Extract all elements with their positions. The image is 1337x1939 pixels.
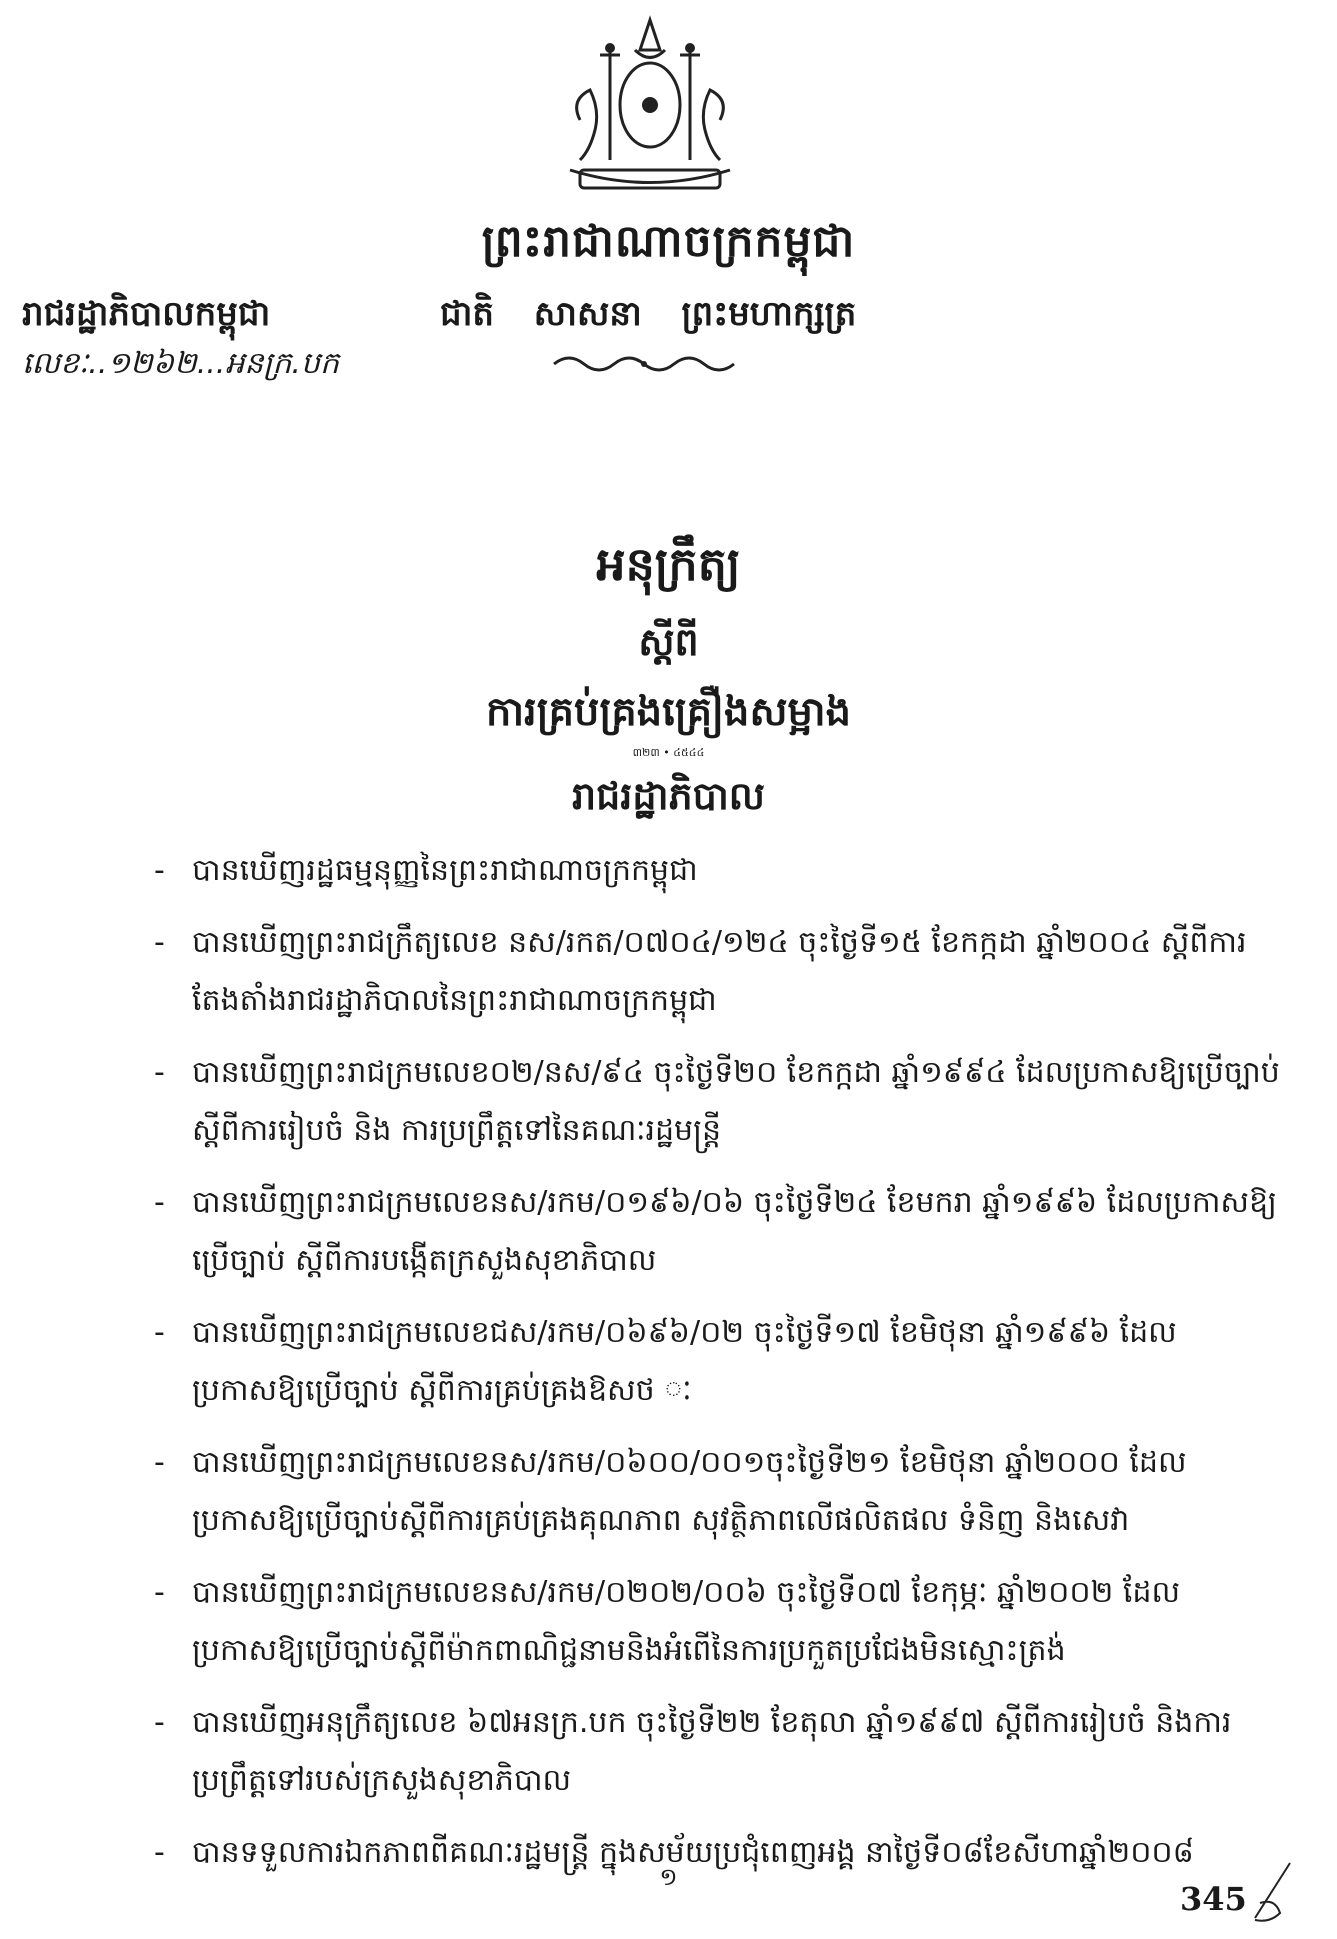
list-item-text: បានឃើញព្រះរាជក្រមលេខនស/រកម/០២០២/០០៦ ចុះថ្ងៃទី០៧ ខែកុម្ភៈ ឆ្នាំ២០០២ ដែលប្រកាសឱ្យប្រើច្បាប់ស្តីពីម៉ាកពាណិជ្ជនាមនិងអំពើនៃការប្រកួតប្រជែងមិនស្មោះត្រង់	[192, 1575, 1181, 1668]
list-item: - បានឃើញព្រះរាជក្រឹត្យលេខ នស/រកត/០៧០៤/១២៤ ចុះថ្ងៃទី១៥ ខែកក្កដា ឆ្នាំ២០០៤ ស្តីពីការតែងតាំងរាជរដ្ឋាភិបាលនៃព្រះរាជាណាចក្រកម្ពុជា	[154, 925, 1247, 1018]
list-item: - បានឃើញអនុក្រឹត្យលេខ ៦៧អនក្រ.បក ចុះថ្ងៃទី២២ ខែតុលា ឆ្នាំ១៩៩៧ ស្តីពីការរៀបចំ និងការប្រព្រឹត្តទៅរបស់ក្រសួងសុខាភិបាល	[154, 1705, 1232, 1798]
list-item-text: បានឃើញព្រះរាជក្រឹត្យលេខ នស/រកត/០៧០៤/១២៤ ចុះថ្ងៃទី១៥ ខែកក្កដា ឆ្នាំ២០០៤ ស្តីពីការតែងតាំងរាជរដ្ឋាភិបាលនៃព្រះរាជាណាចក្រកម្ពុជា	[192, 925, 1247, 1018]
list-item: - បានទទួលការឯកភាពពីគណៈរដ្ឋមន្ត្រី ក្នុងសម័យប្រជុំពេញអង្គ នាថ្ងៃទី០៨ខែសីហាឆ្នាំ២០០៨	[154, 1835, 1194, 1870]
list-item-text: បានឃើញអនុក្រឹត្យលេខ ៦៧អនក្រ.បក ចុះថ្ងៃទី២២ ខែតុលា ឆ្នាំ១៩៩៧ ស្តីពីការរៀបចំ និងការប្រព្រឹត្តទៅរបស់ក្រសួងសុខាភិបាល	[192, 1705, 1232, 1798]
list-item: - បានឃើញរដ្ឋធម្មនុញ្ញនៃព្រះរាជាណាចក្រកម្ពុជា	[154, 853, 698, 888]
list-item: - បានឃើញព្រះរាជក្រមលេខ០២/នស/៩៤ ចុះថ្ងៃទី២០ ខែកក្កដា ឆ្នាំ១៩៩៤ ដែលប្រកាសឱ្យប្រើច្បាប់ ស្តីពីការរៀបចំ និង ការប្រព្រឹត្តទៅនៃគណៈរដ្ឋមន្ត្រី	[154, 1055, 1280, 1148]
list-item: - បានឃើញព្រះរាជក្រមលេខជស/រកម/០៦៩៦/០២ ចុះថ្ងៃទី១៧ ខែមិថុនា ឆ្នាំ១៩៩៦ ដែលប្រកាសឱ្យប្រើច្បាប់ ស្តីពីការគ្រប់គ្រងឱសថ ៈ	[154, 1315, 1177, 1408]
national-motto: ជាតិ សាសនា ព្រះមហាក្សត្រ	[440, 294, 857, 334]
list-item-text: បានឃើញព្រះរាជក្រមលេខ០២/នស/៩៤ ចុះថ្ងៃទី២០ ខែកក្កដា ឆ្នាំ១៩៩៤ ដែលប្រកាសឱ្យប្រើច្បាប់ ស្តីពីការរៀបចំ និង ការប្រព្រឹត្តទៅនៃគណៈរដ្ឋមន្ត្រី	[192, 1055, 1280, 1148]
handwritten-mark	[1240, 1858, 1300, 1928]
kingdom-title: ព្រះរាជាណាចក្រកម្ពុជា	[481, 216, 856, 267]
issuing-body: រាជរដ្ឋាភិបាល	[572, 774, 765, 818]
list-item: - បានឃើញព្រះរាជក្រមលេខនស/រកម/០៦០០/០០១ចុះថ្ងៃទី២១ ខែមិថុនា ឆ្នាំ២០០០ ដែលប្រកាសឱ្យប្រើច្បាប់ស្តីពីការគ្រប់គ្រងគុណភាព សុវត្ថិភាពលើផលិតផល ទំនិញ និងសេវា	[154, 1445, 1187, 1538]
royal-emblem	[540, 10, 760, 210]
list-item-text: បានឃើញព្រះរាជក្រមលេខនស/រកម/០៦០០/០០១ចុះថ្ងៃទី២១ ខែមិថុនា ឆ្នាំ២០០០ ដែលប្រកាសឱ្យប្រើច្បាប់ស្តីពីការគ្រប់គ្រងគុណភាព សុវត្ថិភាពលើផលិតផល ទំនិញ និងសេវា	[192, 1445, 1187, 1538]
folio-number: 345	[1180, 1880, 1247, 1918]
list-item-text: បានឃើញព្រះរាជក្រមលេខជស/រកម/០៦៩៦/០២ ចុះថ្ងៃទី១៧ ខែមិថុនា ឆ្នាំ១៩៩៦ ដែលប្រកាសឱ្យប្រើច្បាប់ ស្តីពីការគ្រប់គ្រងឱសថ ៈ	[192, 1315, 1177, 1408]
list-item-text: បានឃើញព្រះរាជក្រមលេខនស/រកម/០១៩៦/០៦ ចុះថ្ងៃទី២៤ ខែមករា ឆ្នាំ១៩៩៦ ដែលប្រកាសឱ្យប្រើច្បាប់ ស្តីពីការបង្កើតក្រសួងសុខាភិបាល	[192, 1185, 1277, 1278]
page-number: ១	[659, 1863, 678, 1891]
reference-number: លេខៈ..១២៦២...អនក្រ.បក	[22, 346, 340, 381]
preamble-list	[140, 842, 1280, 1896]
issuer-name: រាជរដ្ឋាភិបាលកម្ពុជា	[22, 294, 271, 334]
list-item: - បានឃើញព្រះរាជក្រមលេខនស/រកម/០២០២/០០៦ ចុះថ្ងៃទី០៧ ខែកុម្ភៈ ឆ្នាំ២០០២ ដែលប្រកាសឱ្យប្រើច្បាប់ស្តីពីម៉ាកពាណិជ្ជនាមនិងអំពើនៃការប្រកួតប្រជែងមិនស្មោះត្រង់	[154, 1575, 1181, 1668]
document-subject: ការគ្រប់គ្រងគ្រឿងសម្អាង	[485, 689, 852, 735]
list-item-text: បានឃើញរដ្ឋធម្មនុញ្ញនៃព្រះរាជាណាចក្រកម្ពុជា	[192, 853, 698, 888]
list-item-text: បានទទួលការឯកភាពពីគណៈរដ្ឋមន្ត្រី ក្នុងសម័យប្រជុំពេញអង្គ នាថ្ងៃទី០៨ខែសីហាឆ្នាំ២០០៨	[192, 1835, 1194, 1870]
decorative-flourish	[544, 350, 744, 378]
document-title: អនុក្រឹត្យ	[596, 537, 741, 591]
document-about: ស្តីពី	[638, 620, 699, 664]
list-item: - បានឃើញព្រះរាជក្រមលេខនស/រកម/០១៩៦/០៦ ចុះថ្ងៃទី២៤ ខែមករា ឆ្នាំ១៩៩៦ ដែលប្រកាសឱ្យប្រើច្បាប់ ស្តីពីការបង្កើតក្រសួងសុខាភិបាល	[154, 1185, 1277, 1278]
small-code: ៣២៣ • ៤៥៤៤	[632, 746, 705, 759]
